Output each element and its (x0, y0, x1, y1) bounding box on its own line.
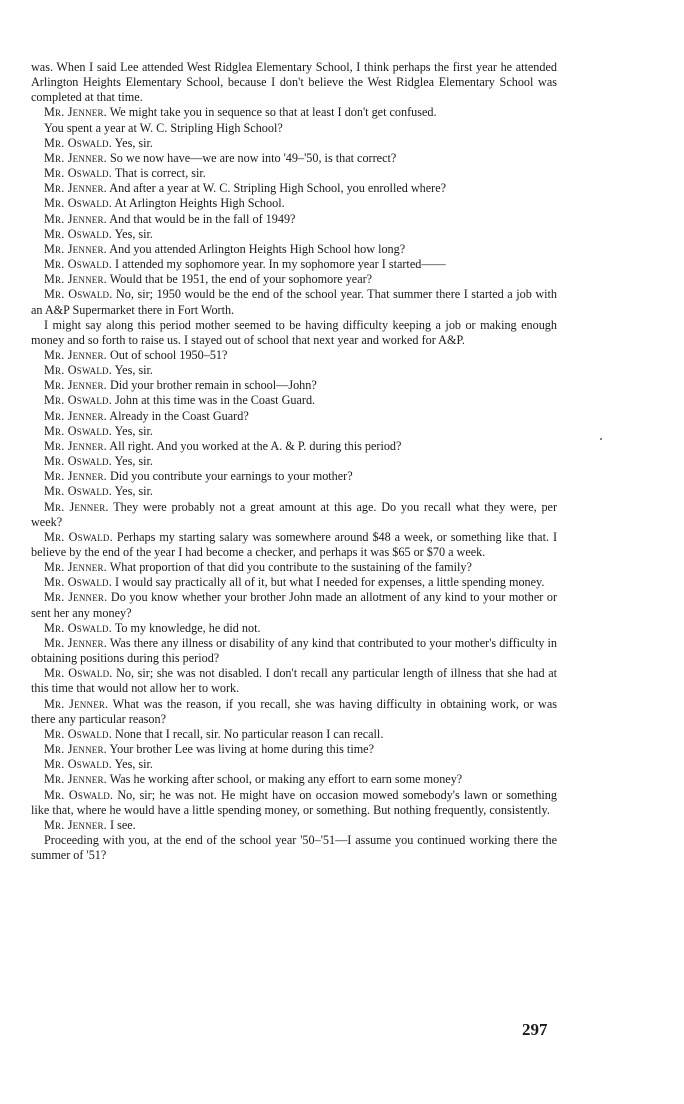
transcript-paragraph (31, 484, 557, 499)
speaker-label: Mr. Jenner. (44, 438, 107, 453)
paragraph-text: Yes, sir. (114, 454, 153, 469)
speaker-label: Mr. Jenner. (44, 408, 107, 423)
speaker-label: Mr. Oswald. (44, 484, 112, 499)
paragraph-text: Do you know whether your brother John made an allotment of any kind to your mother or sent her any money? (31, 590, 558, 620)
paragraph-text: No, sir; she was not disabled. I don't recall any particular length of illness that she had at this time that would not allow her to work. (31, 666, 558, 696)
speaker-label: Mr. Oswald. (44, 787, 114, 802)
speaker-label: Mr. Oswald. (44, 423, 112, 438)
paragraph-text: Your brother Lee was living at home during this time? (109, 742, 375, 757)
transcript-paragraph (31, 363, 557, 378)
speaker-label: Mr. Oswald. (44, 529, 113, 544)
paragraph-text: Did your brother remain in school—John? (109, 378, 317, 393)
transcript-paragraph (31, 287, 557, 317)
transcript-paragraph (31, 500, 557, 530)
transcript-paragraph (31, 227, 557, 242)
speaker-label: Mr. Oswald. (44, 363, 112, 378)
paragraph-text: Perhaps my starting salary was somewhere around $48 a week, or something like that. I believe by the end of the year I had become a checker, and perhaps it was $65 or $70 a week. (31, 529, 558, 559)
speaker-label: Mr. Oswald. (44, 196, 112, 211)
transcript-paragraph (31, 136, 557, 151)
speaker-label: Mr. Jenner. (44, 181, 107, 196)
stray-mark (600, 438, 602, 440)
transcript-paragraph (31, 590, 557, 620)
paragraph-text: We might take you in sequence so that at least I don't get confused. (109, 105, 437, 120)
paragraph-text: And after a year at W. C. Stripling High School, you enrolled where? (109, 181, 447, 196)
speaker-label: Mr. Oswald. (44, 575, 112, 590)
paragraph-text: No, sir; he was not. He might have on occasion mowed somebody's lawn or something like that, where he would have a little spending money, or something. But nothing frequently, consistently. (31, 787, 557, 817)
speaker-label: Mr. Jenner. (44, 241, 107, 256)
paragraph-text: Was there any illness or disability of any kind that contributed to your mother's difficulty in obtaining positions during this period? (31, 635, 558, 666)
paragraph-text: Out of school 1950–51? (109, 347, 228, 362)
paragraph-text: was. When I said Lee attended West Ridglea Elementary School, I think perhaps the first year he attended Arlington Heights Elementary School, because I don't believe the West Ridglea Elementary School was completed at that time. (31, 60, 557, 105)
paragraph-text: Did you contribute your earnings to your mother? (109, 469, 353, 484)
speaker-label: Mr. Oswald. (44, 726, 112, 741)
speaker-label: Mr. Jenner. (44, 150, 107, 165)
transcript-paragraph (31, 439, 557, 454)
transcript-paragraph (31, 318, 557, 348)
speaker-label: Mr. Jenner. (44, 211, 107, 226)
speaker-label: Mr. Oswald. (44, 226, 112, 241)
paragraph-text: They were probably not a great amount at this age. Do you recall what they were, per week? (31, 499, 558, 529)
paragraph-text: And that would be in the fall of 1949? (109, 211, 296, 226)
speaker-label: Mr. Oswald. (44, 166, 112, 181)
paragraph-text: I attended my sophomore year. In my sophomore year I started—— (115, 257, 446, 272)
speaker-label: Mr. Oswald. (44, 287, 113, 302)
paragraph-text: Yes, sir. (114, 363, 153, 378)
transcript-paragraph (31, 151, 557, 166)
paragraph-text: What proportion of that did you contribute to the sustaining of the family? (109, 560, 472, 575)
speaker-label: Mr. Jenner. (44, 590, 108, 605)
transcript-paragraph (31, 575, 557, 590)
speaker-label: Mr. Jenner. (44, 272, 107, 287)
transcript-paragraph (31, 742, 557, 757)
speaker-label: Mr. Oswald. (44, 620, 112, 635)
paragraph-text: None that I recall, sir. No particular reason I can recall. (115, 726, 384, 741)
speaker-label: Mr. Jenner. (44, 772, 107, 787)
transcript-paragraph (31, 666, 557, 696)
transcript-paragraph (31, 772, 557, 787)
paragraph-text: At Arlington Heights High School. (114, 196, 285, 211)
transcript-paragraph (31, 727, 557, 742)
speaker-label: Mr. Oswald. (44, 135, 112, 150)
paragraph-text: So we now have—we are now into '49–'50, is that correct? (109, 150, 397, 165)
transcript-paragraph (31, 697, 557, 727)
paragraph-text: To my knowledge, he did not. (114, 620, 261, 635)
paragraph-text: Yes, sir. (114, 226, 153, 241)
speaker-label: Mr. Jenner. (44, 696, 109, 711)
paragraph-text: All right. And you worked at the A. & P. during this period? (109, 438, 402, 453)
transcript-paragraph (31, 788, 557, 818)
speaker-label: Mr. Jenner. (44, 105, 107, 120)
speaker-label: Mr. Jenner. (44, 635, 107, 650)
transcript-paragraph (31, 393, 557, 408)
speaker-label: Mr. Jenner. (44, 499, 109, 514)
transcript-paragraph (31, 348, 557, 363)
speaker-label: Mr. Jenner. (44, 378, 107, 393)
paragraph-text: Yes, sir. (114, 484, 153, 499)
page-number: 297 (522, 1020, 548, 1039)
transcript-paragraph (31, 409, 557, 424)
transcript-paragraph (31, 833, 557, 863)
paragraph-text: I would say practically all of it, but what I needed for expenses, a little spending money. (115, 575, 545, 590)
paragraph-text: Was he working after school, or making any effort to earn some money? (109, 772, 463, 787)
speaker-label: Mr. Jenner. (44, 817, 107, 832)
transcript-paragraph (31, 212, 557, 227)
transcript-paragraph (31, 378, 557, 393)
transcript-paragraph (31, 454, 557, 469)
transcript-paragraph (31, 181, 557, 196)
paragraph-text: What was the reason, if you recall, she was having difficulty in obtaining work, or was there any particular reason? (31, 696, 558, 726)
paragraph-text: Yes, sir. (114, 135, 153, 150)
paragraph-text: Yes, sir. (114, 757, 153, 772)
paragraph-text: I might say along this period mother seemed to be having difficulty keeping a job or making enough money and so forth to raise us. I stayed out of school that next year and worked for A&P. (31, 317, 557, 347)
transcript-paragraph (31, 105, 557, 120)
transcript-paragraph (31, 621, 557, 636)
paragraph-text: And you attended Arlington Heights High School how long? (109, 241, 406, 256)
transcript-paragraph (31, 469, 557, 484)
transcript-paragraph (31, 530, 557, 560)
transcript-paragraph (31, 242, 557, 257)
speaker-label: Mr. Oswald. (44, 393, 112, 408)
paragraph-text: John at this time was in the Coast Guard. (115, 393, 316, 408)
paragraph-text: Proceeding with you, at the end of the school year '50–'51—I assume you continued working there the summer of '51? (31, 832, 557, 863)
paragraph-text: Already in the Coast Guard? (109, 408, 249, 423)
speaker-label: Mr. Jenner. (44, 560, 107, 575)
speaker-label: Mr. Jenner. (44, 347, 107, 362)
paragraph-text: Would that be 1951, the end of your sophomore year? (109, 272, 373, 287)
paragraph-text: Yes, sir. (114, 423, 153, 438)
transcript-paragraph (31, 818, 557, 833)
transcript-paragraph (31, 60, 557, 105)
paragraph-text: I see. (109, 817, 136, 832)
transcript-page (31, 60, 557, 863)
paragraph-text: You spent a year at W. C. Stripling High School? (44, 120, 283, 135)
paragraph-text: No, sir; 1950 would be the end of the school year. That summer there I started a job with an A&P Supermarket there in Fort Worth. (31, 287, 558, 317)
speaker-label: Mr. Oswald. (44, 257, 112, 272)
speaker-label: Mr. Oswald. (44, 666, 113, 681)
transcript-paragraph (31, 257, 557, 272)
speaker-label: Mr. Jenner. (44, 469, 107, 484)
transcript-paragraph (31, 560, 557, 575)
speaker-label: Mr. Oswald. (44, 454, 112, 469)
transcript-paragraph (31, 196, 557, 211)
transcript-paragraph (31, 757, 557, 772)
paragraph-text: That is correct, sir. (114, 166, 206, 181)
transcript-paragraph (31, 636, 557, 666)
speaker-label: Mr. Oswald. (44, 757, 112, 772)
transcript-paragraph (31, 272, 557, 287)
transcript-paragraph (31, 424, 557, 439)
transcript-paragraph (31, 121, 557, 136)
speaker-label: Mr. Jenner. (44, 742, 107, 757)
transcript-paragraph (31, 166, 557, 181)
